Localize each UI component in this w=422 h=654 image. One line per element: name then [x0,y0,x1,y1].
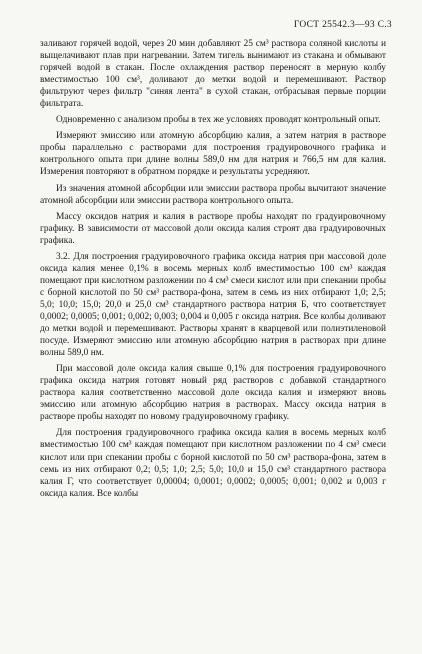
paragraph: При массовой доле оксида калия свыше 0,1% для построения градуировочного графика оксида натрия готовят новый ряд растворов с добавкой стандартного раствора калия соответственно массовой доле оксида калия и измеряют вновь эмиссию или атомную абсорбцию натрия в растворах. Массу оксида натрия в растворе пробы находят по новому градуировочному графику. [40,364,386,423]
paragraph: заливают горячей водой, через 20 мин добавляют 25 см³ раствора соляной кислоты и выщелачивают плав при нагревании. Затем тигель вынимают из стакана и обмывают горячей водой в стакан. После охлаждения раствор переносят в мерную колбу вместимостью 100 см³, доливают до метки водой и перемешивают. Раствор фильтруют через фильтр "синяя лента" в сухой стакан, отбрасывая первые порции фильтрата. [40,39,386,110]
paragraph: Одновременно с анализом пробы в тех же условиях проводят контрольный опыт. [56,115,381,126]
page-header: ГОСТ 25542.3—93 С.3 [293,20,392,30]
section-paragraph: 3.2. Для построения градуировочного графика оксида натрия при массовой доле оксида калия менее 0,1% в восемь мерных колб вместимостью 100 см³ каждая помещают при кислотном разложении по 4 см³ смеси кислот или при спекании пробы с борной кислотой по 50 см³ раствора-фона, затем в семь из них отбирают 1,0; 2,5; 5,0; 10,0; 15,0; 20,0 и 25,0 см³ стандартного раствора натрия Б, что соответствует 0,0002; 0,0005; 0,001; 0,002; 0,003; 0,004 и 0,005 г оксида натрия. Все колбы доливают до метки водой и перемешивают. Растворы хранят в кварцевой или полиэтиленовой посуде. Измеряют эмиссию или атомную абсорбцию натрия в растворах при длине волны 589,0 нм. [40,251,386,359]
paragraph: Из значения атомной абсорбции или эмиссии раствора пробы вычитают значение атомной абсорбции или эмиссии раствора контрольного опыта. [40,183,386,206]
paragraph: Массу оксидов натрия и калия в растворе пробы находят по градуировочному графику. В зависимости от массовой доли оксида калия строят два градуировочных графика. [40,211,386,246]
paragraph: Измеряют эмиссию или атомную абсорбцию калия, а затем натрия в растворе пробы параллельно с растворами для построения градуировочного графика и контрольного опыта при длине волны 589,0 нм для натрия и 766,5 нм для калия. Измерения повторяют в обратном порядке и результаты усредняют. [40,131,386,178]
paragraph: Для построения градуировочного графика оксида калия в восемь мерных колб вместимостью 100 см³ каждая помещают при кислотном разложении по 4 см³ смеси кислот или при спекании пробы с борной кислотой по 50 см³ раствора-фона, затем в семь из них отбирают 0,2; 0,5; 1,0; 2,5; 5,0; 10,0 и 15,0 см³ стандартного раствора калия Г, что соответствует 0,00004; 0,0001; 0,0002; 0,0005; 0,001; 0,002 и 0,003 г оксида калия. Все колбы [40,428,386,499]
body-text [40,38,386,504]
